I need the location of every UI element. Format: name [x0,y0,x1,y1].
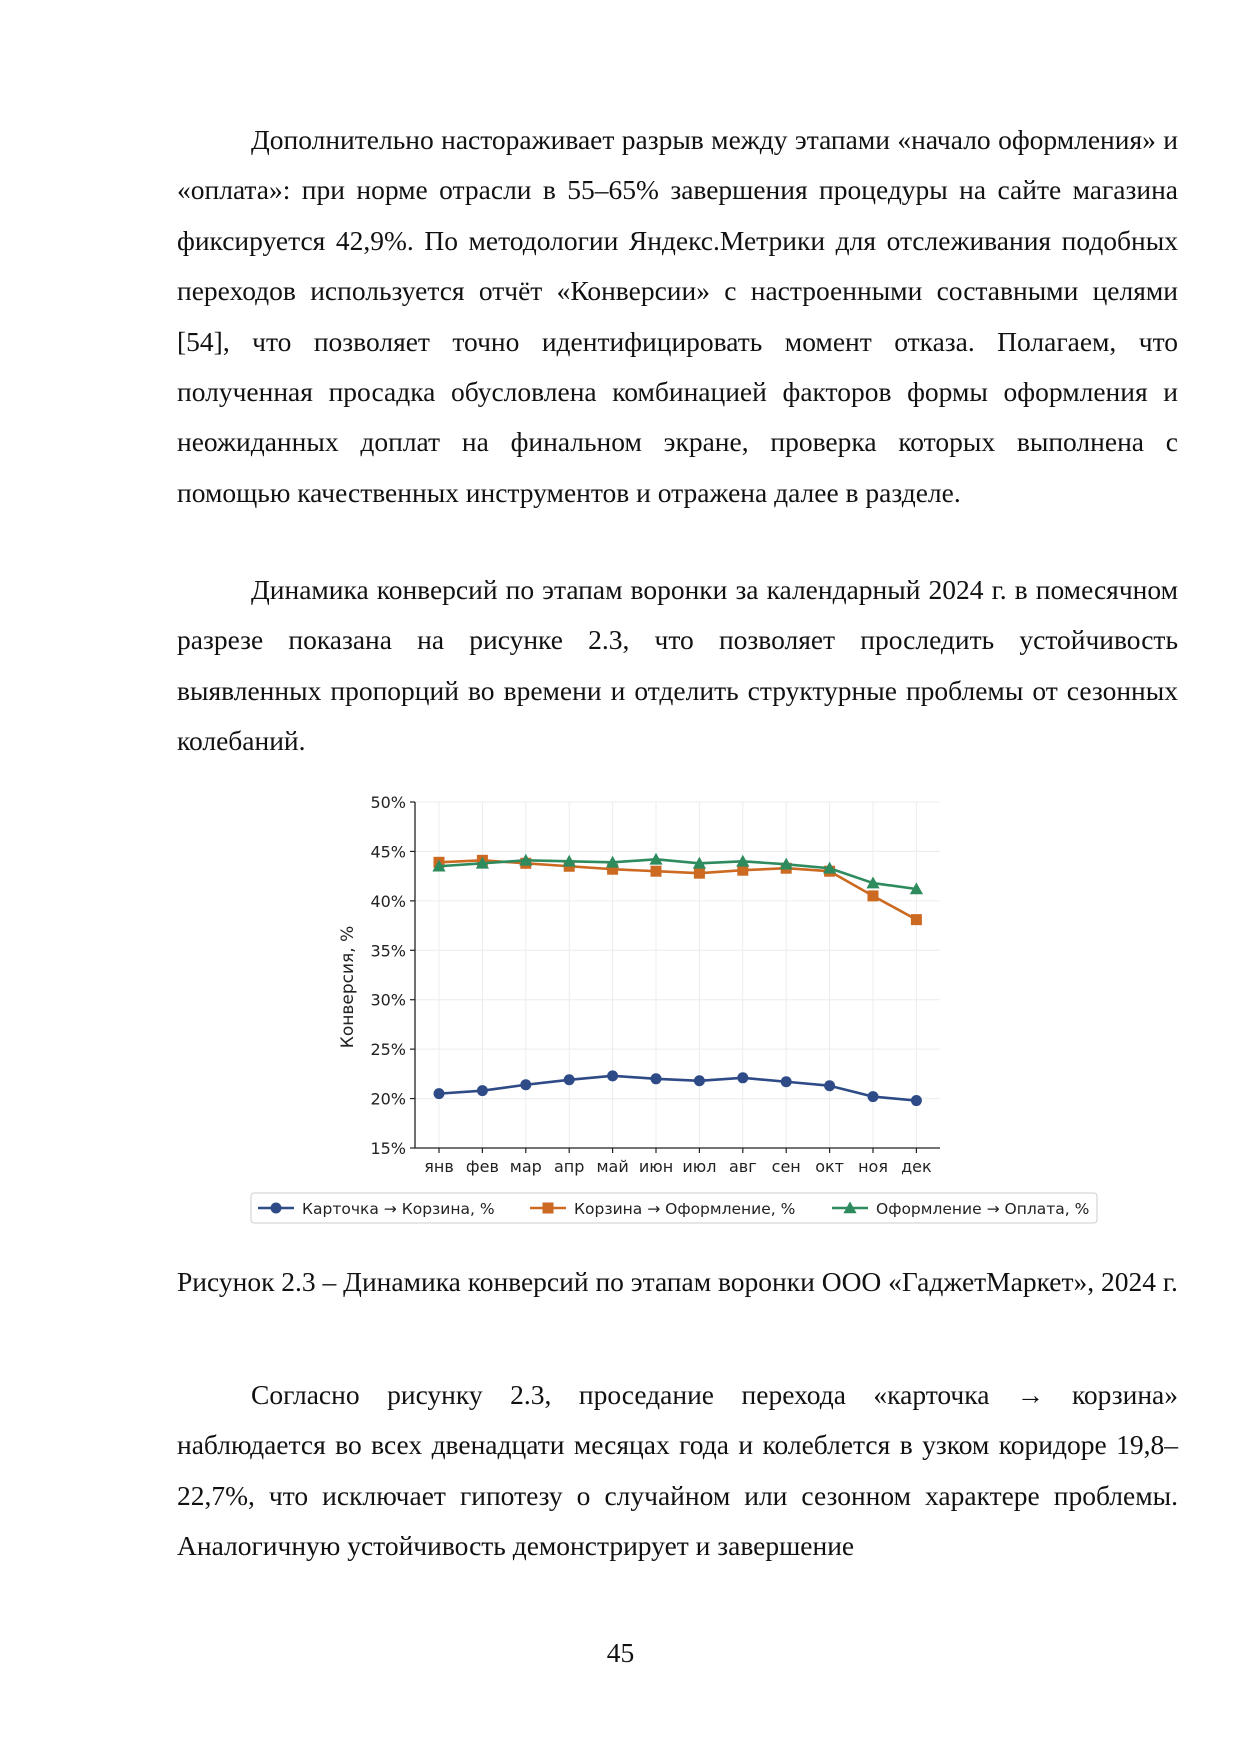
x-tick-label: фев [465,1157,499,1176]
x-tick-label: май [596,1157,629,1176]
x-tick-label: янв [424,1157,454,1176]
data-point [868,890,879,901]
x-tick-label: окт [815,1157,844,1176]
legend-label: Оформление → Оплата, % [876,1200,1090,1218]
data-point [271,1203,282,1214]
y-tick-label: 20% [370,1089,406,1109]
data-point [694,868,705,879]
series-line [439,860,916,919]
page-number: 45 [606,1637,635,1668]
data-point [543,1203,554,1214]
data-point [651,866,662,877]
y-tick-label: 35% [370,941,406,961]
data-point [737,1072,748,1083]
y-tick-label: 50% [370,793,406,812]
x-tick-label: сен [771,1157,801,1176]
legend-label: Карточка → Корзина, % [302,1200,495,1218]
data-point [868,1091,879,1102]
y-tick-label: 45% [370,842,406,862]
series-line [439,859,916,889]
data-point [477,1085,488,1096]
x-tick-label: ноя [858,1157,888,1176]
y-tick-label: 15% [370,1139,406,1158]
chart-axes [410,802,940,1153]
x-tick-label: июл [682,1157,717,1176]
data-point [911,914,922,925]
data-point [694,1075,705,1086]
data-point [651,1073,662,1084]
data-point [911,1095,922,1106]
chart-legend [251,1193,1097,1223]
x-tick-label: дек [901,1157,932,1176]
y-tick-label: 30% [370,990,406,1010]
chart-grid [415,802,940,1148]
x-tick-labels [424,1157,932,1176]
data-point [781,1076,792,1087]
data-point [564,1074,575,1085]
y-tick-label: 40% [370,891,406,911]
chart-series [432,853,923,1106]
x-tick-label: апр [553,1157,585,1176]
legend-label: Корзина → Оформление, % [574,1200,796,1218]
data-point [607,1070,618,1081]
series-3 [432,853,923,895]
series-1 [434,1070,922,1106]
series-line [439,1076,916,1101]
y-tick-labels [370,793,406,1158]
data-point [520,1079,531,1090]
y-axis-label: Конверсия, % [338,925,358,1049]
paragraph-1: Дополнительно настораживает разрыв между этапами «начало оформления» и «оплата»: при норме отрасли в 55–65% завершения процедуры на сайте магазина фиксируется 42,9%. По методологии Яндекс.Метрики для отслеживания подобных переходов используется отчёт «Конверсии» с настроенными составными целями [54], что позволяет точно идентифицировать момент отказа. Полагаем, что полученная просадка обусловлена комбинацией факторов формы оформления и неожиданных доплат на финальном экране, проверка которых выполнена с помощью качественных инструментов и отражена далее в разделе. [177,124,1178,508]
x-tick-label: июн [638,1157,674,1176]
paragraph-2: Динамика конверсий по этапам воронки за календарный 2024 г. в помесячном разрезе показана на рисунке 2.3, что позволяет проследить устойчивость выявленных пропорций во времени и отделить структурные проблемы от сезонных колебаний. [177,574,1178,757]
y-tick-label: 25% [370,1040,406,1060]
x-tick-label: мар [509,1157,542,1176]
data-point [824,1080,835,1091]
x-tick-label: авг [728,1157,757,1176]
series-2 [434,855,922,925]
data-point [434,1088,445,1099]
figure-caption: Рисунок 2.3 – Динамика конверсий по этапам воронки ООО «ГаджетМаркет», 2024 г. [177,1266,1178,1297]
paragraph-3: Согласно рисунку 2.3, проседание перехода «карточка → корзина» наблюдается во всех двенадцати месяцах года и колеблется в узком коридоре 19,8–22,7%, что исключает гипотезу о случайном или сезонном характере проблемы. Аналогичную устойчивость демонстрирует и завершение [177,1379,1178,1562]
